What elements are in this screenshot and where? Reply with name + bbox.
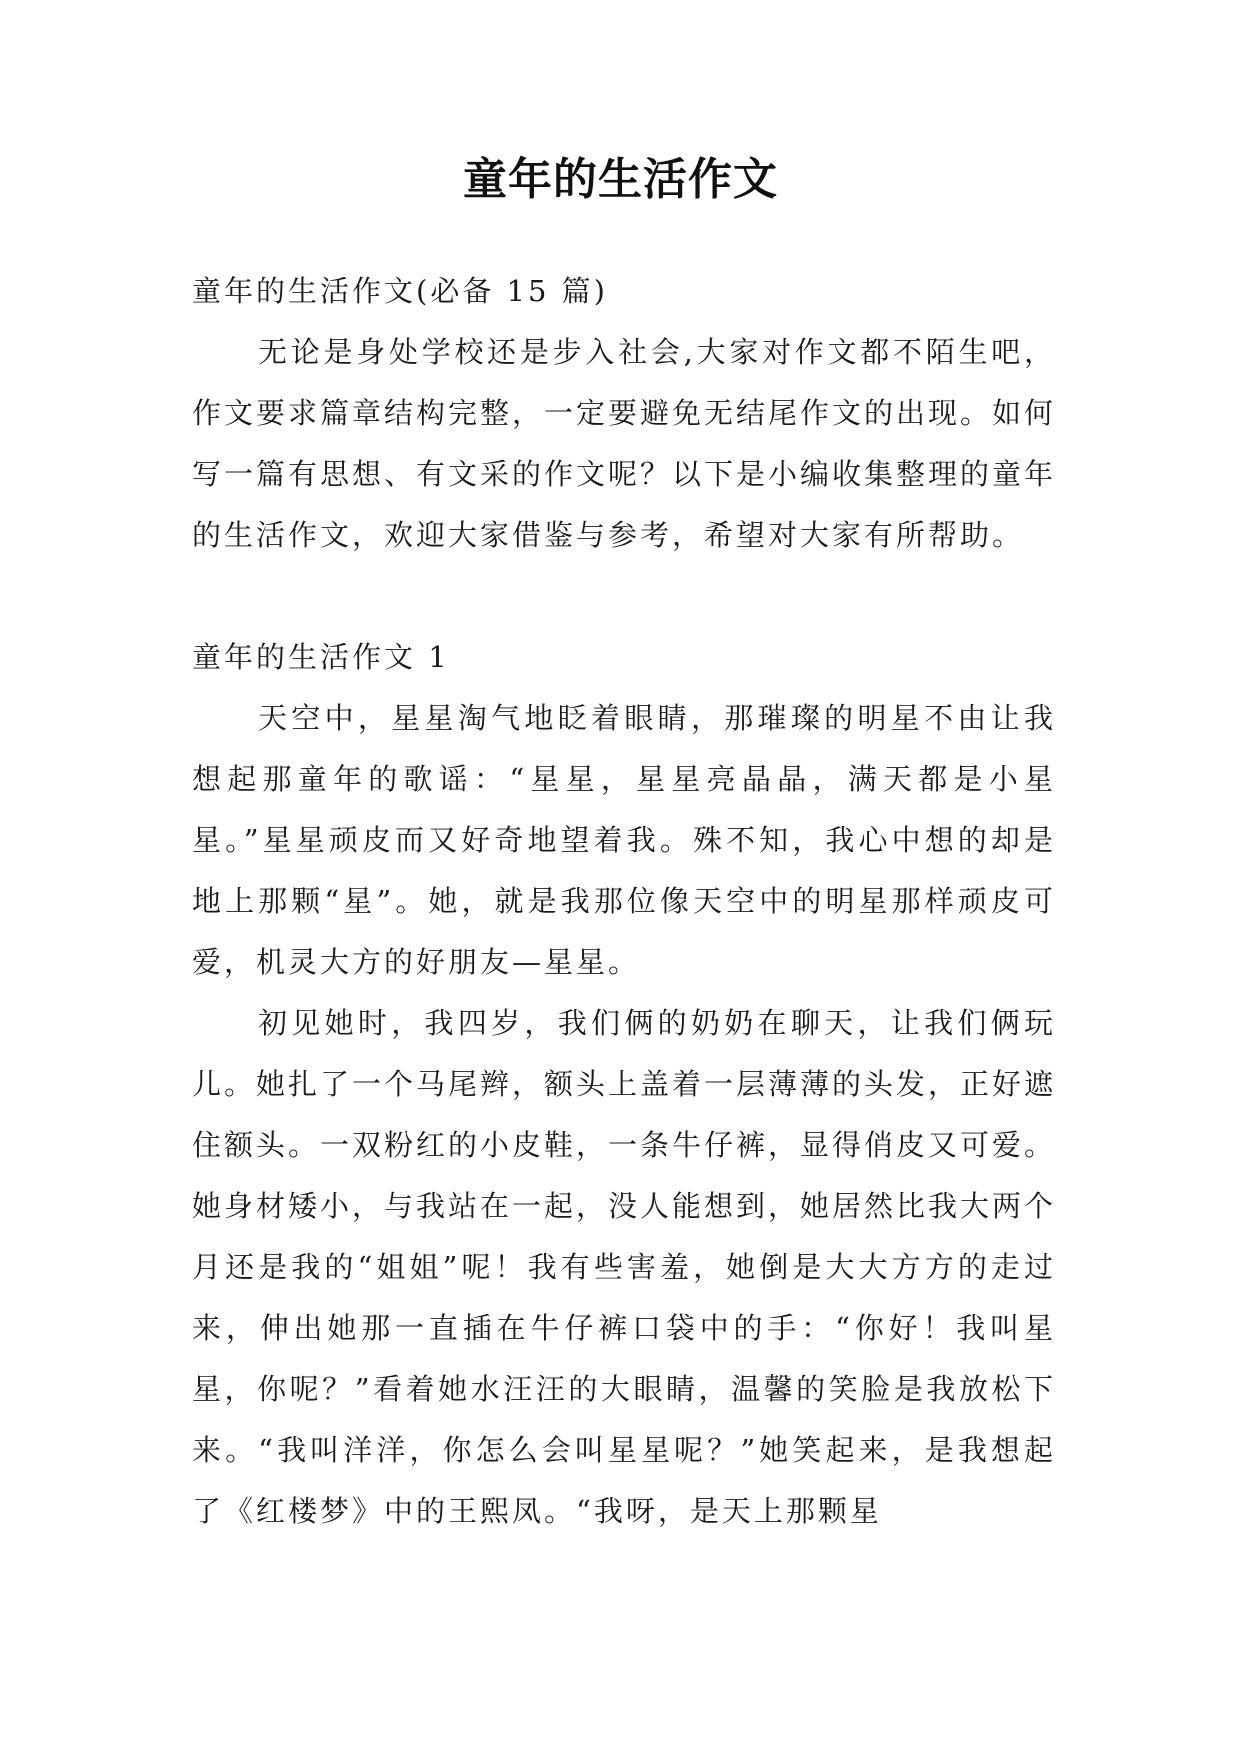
body-paragraph: 天空中，星星淘气地眨着眼睛，那璀璨的明星不由让我想起那童年的歌谣：“星星，星星亮晶晶，满天都是小星星。”星星顽皮而又好奇地望着我。殊不知，我心中想的却是地上那颗“星”。她，就是我那位像天空中的明星那样顽皮可爱，机灵大方的好朋友—星星。 [192, 701, 1056, 979]
section-spacer [192, 566, 1056, 627]
section-heading: 童年的生活作文 1 [192, 640, 450, 674]
document-subtitle: 童年的生活作文(必备 15 篇) [192, 274, 608, 308]
document-title: 童年的生活作文 [463, 154, 778, 205]
intro-paragraph: 无论是身处学校还是步入社会,大家对作文都不陌生吧，作文要求篇章结构完整，一定要避免无结尾作文的出现。如何写一篇有思想、有文采的作文呢？以下是小编收集整理的童年的生活作文，欢迎大家借鉴与参考，希望对大家有所帮助。 [192, 335, 1057, 552]
body-paragraph: 初见她时，我四岁，我们俩的奶奶在聊天，让我们俩玩儿。她扎了一个马尾辫，额头上盖着一层薄薄的头发，正好遮住额头。一双粉红的小皮鞋，一条牛仔裤，显得俏皮又可爱。她身材矮小，与我站在一起，没人能想到，她居然比我大两个月还是我的“姐姐”呢！我有些害羞，她倒是大大方方的走过来，伸出她那一直插在牛仔裤口袋中的手：“你好！我叫星星，你呢？”看着她水汪汪的大眼睛，温馨的笑脸是我放松下来。“我叫洋洋，你怎么会叫星星呢？”她笑起来，是我想起了《红楼梦》中的王熙凤。“我呀，是天上那颗星 [192, 1006, 1057, 1528]
document-body [192, 261, 1056, 1542]
